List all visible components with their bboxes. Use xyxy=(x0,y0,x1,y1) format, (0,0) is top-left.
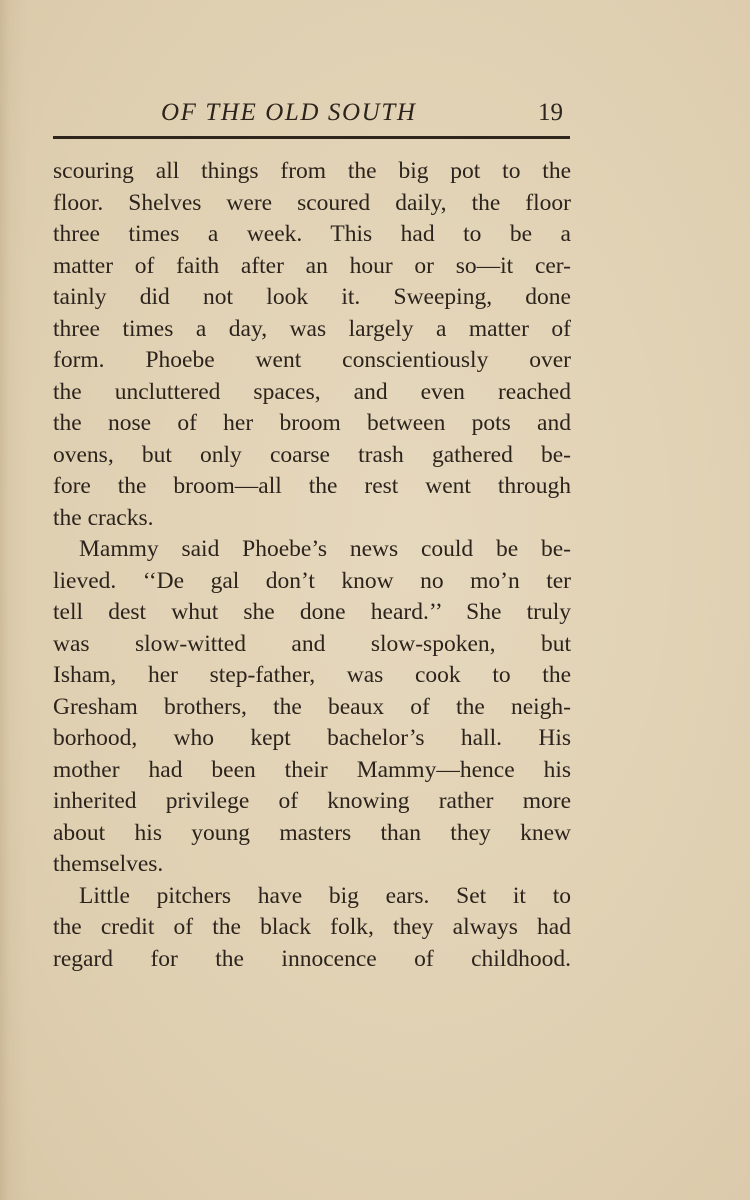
text-line: mother had been their Mammy—hence his xyxy=(53,756,571,783)
paragraph-1 xyxy=(53,156,571,534)
running-head xyxy=(0,96,750,130)
text-line: the nose of her broom between pots and xyxy=(53,410,571,436)
text-line: lieved. ‘‘De gal don’t know no mo’n ter xyxy=(53,567,571,594)
text-line: floor. Shelves were scoured daily, the floor xyxy=(53,189,571,216)
text-line: about his young masters than they knew xyxy=(53,819,571,846)
text-line: inherited privilege of knowing rather more xyxy=(53,788,571,814)
body-text xyxy=(53,156,571,975)
text-line: fore the broom—all the rest went through xyxy=(53,473,571,499)
text-line: was slow-witted and slow-spoken, but xyxy=(53,630,571,657)
header-rule xyxy=(53,136,570,139)
text-line: the credit of the black folk, they always had xyxy=(53,914,571,940)
text-line: Little pitchers have big ears. Set it to xyxy=(79,882,571,909)
text-line: form. Phoebe went conscientiously over xyxy=(53,347,571,373)
text-line: Mammy said Phoebe’s news could be be- xyxy=(79,536,571,562)
text-line: the uncluttered spaces, and even reached xyxy=(53,378,571,405)
text-line: matter of faith after an hour or so—it cer- xyxy=(53,252,571,279)
running-title: OF THE OLD SOUTH xyxy=(161,99,417,126)
text-line: ovens, but only coarse trash gathered be- xyxy=(53,441,571,468)
text-line: three times a day, was largely a matter of xyxy=(53,315,571,342)
paragraph-3 xyxy=(53,881,571,976)
text-line: the cracks. xyxy=(53,504,154,531)
paragraph-2 xyxy=(53,534,571,881)
text-line: tainly did not look it. Sweeping, done xyxy=(53,284,571,310)
page-number: 19 xyxy=(538,99,563,126)
text-line: three times a week. This had to be a xyxy=(53,221,571,247)
text-line: themselves. xyxy=(53,851,164,877)
text-line: tell dest whut she done heard.’’ She truly xyxy=(53,599,571,625)
text-line: borhood, who kept bachelor’s hall. His xyxy=(53,725,571,751)
text-line: Isham, her step-father, was cook to the xyxy=(53,662,571,688)
text-line: Gresham brothers, the beaux of the neigh- xyxy=(53,693,571,720)
text-line: scouring all things from the big pot to the xyxy=(53,158,571,184)
text-line: regard for the innocence of childhood. xyxy=(53,945,571,972)
